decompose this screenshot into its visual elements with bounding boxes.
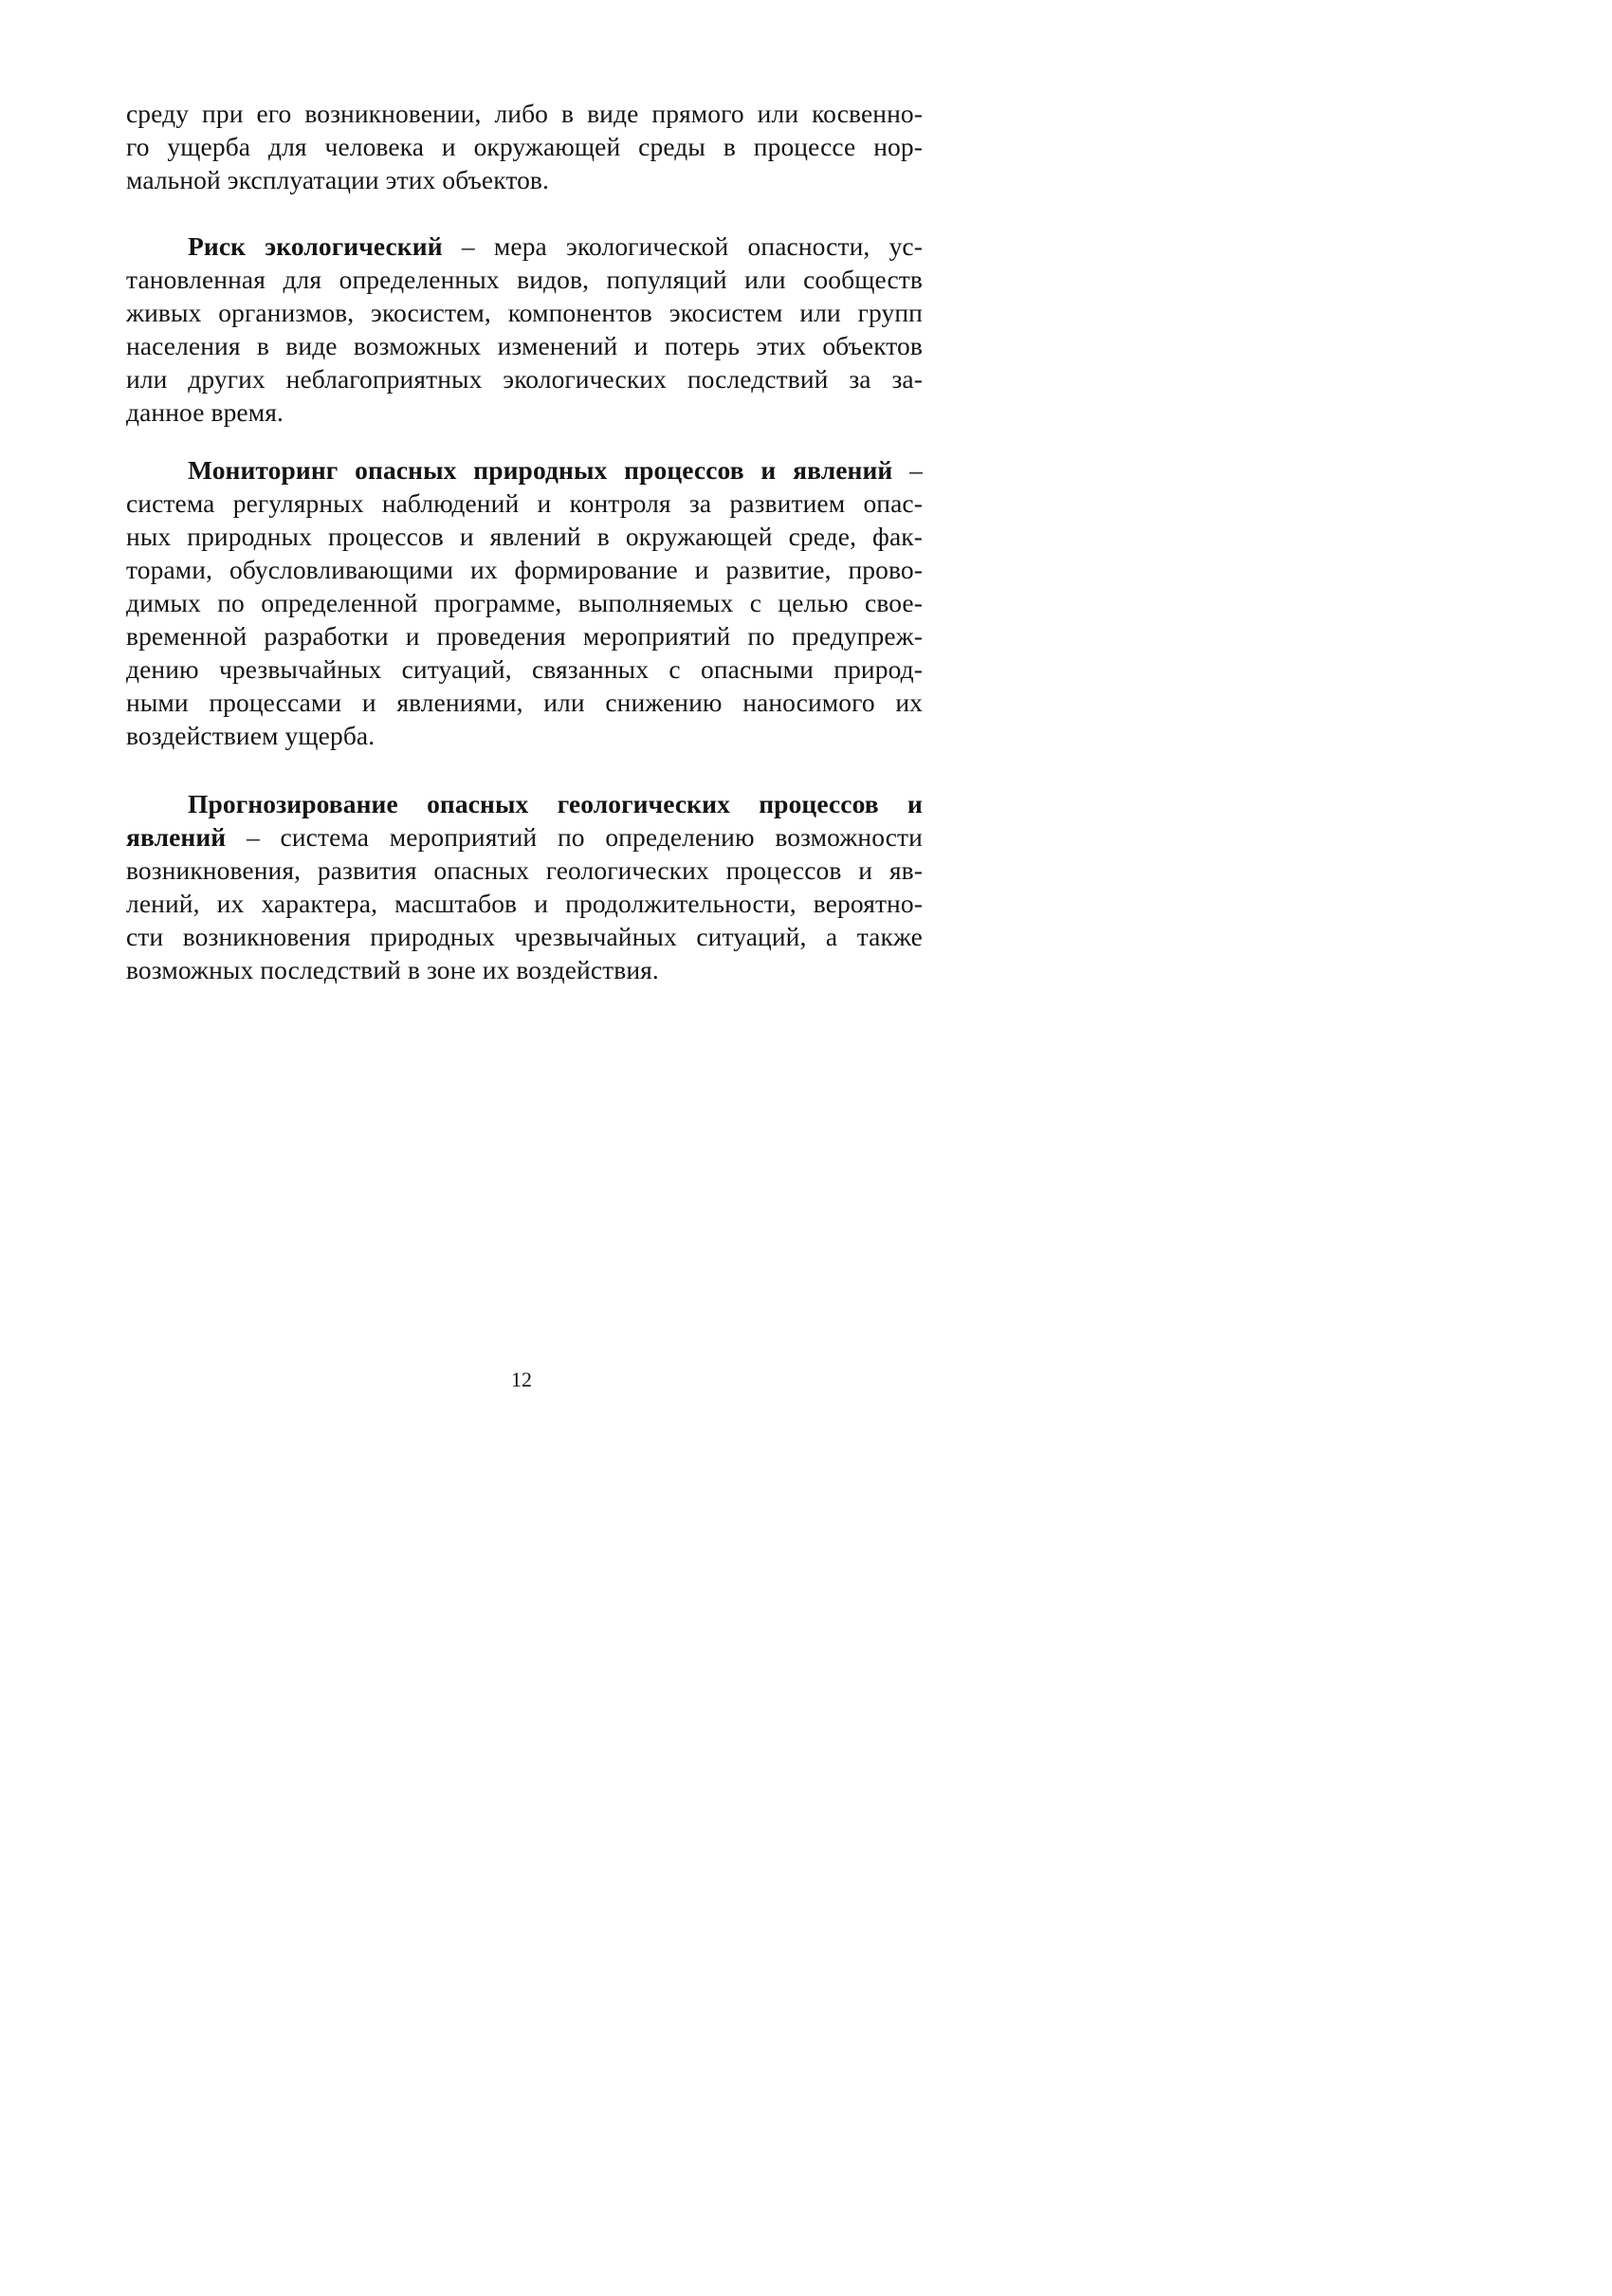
defined-term: явлений <box>126 822 227 852</box>
text-line: сти возникновения природных чрезвычайных ситуаций, а также <box>126 922 923 951</box>
text-line: ных природных процессов и явлений в окружающей среде, фак- <box>126 522 923 551</box>
definition-text: – <box>892 455 923 485</box>
text-line: временной разработки и проведения мероприятий по предупреж- <box>126 621 923 651</box>
text-line: ными процессами и явлениями, или снижению наносимого их <box>126 688 923 717</box>
text-line: торами, обусловливающими их формирование и развитие, прово- <box>126 555 923 584</box>
text-line: дению чрезвычайных ситуаций, связанных с опасными природ- <box>126 654 923 684</box>
text-line: населения в виде возможных изменений и потерь этих объектов <box>126 331 923 360</box>
text-line: мальной эксплуатации этих объектов. <box>126 165 549 194</box>
text-line: лений, их характера, масштабов и продолжительности, вероятно- <box>126 889 923 918</box>
page-number: 12 <box>511 1368 532 1391</box>
defined-term: Прогнозирование опасных геологических процессов и <box>188 789 923 818</box>
text-line <box>126 230 923 263</box>
text-line: возможных последствий в зоне их воздействия. <box>126 955 659 984</box>
defined-term: Риск экологический <box>188 231 443 261</box>
text-line <box>126 820 923 854</box>
text-line: тановленная для определенных видов, популяций или сообществ <box>126 265 923 294</box>
defined-term: Мониторинг опасных природных процессов и явлений <box>188 455 893 485</box>
definition-text: – система мероприятий по определению возможности <box>226 822 923 852</box>
paragraph-continuation <box>126 97 923 196</box>
text-line: среду при его возникновении, либо в виде прямого или косвенно- <box>126 99 923 128</box>
text-line: воздействием ущерба. <box>126 721 376 750</box>
text-line <box>126 453 923 487</box>
definition-monitoring <box>126 453 923 752</box>
text-line: димых по определенной программе, выполняемых с целью свое- <box>126 588 923 617</box>
text-line: система регулярных наблюдений и контроля за развитием опас- <box>126 488 923 518</box>
document-page <box>0 0 1043 1478</box>
text-line: живых организмов, экосистем, компонентов экосистем или групп <box>126 298 923 327</box>
definition-risk-ecological <box>126 230 923 429</box>
text-line: данное время. <box>126 397 284 427</box>
text-line: или других неблагоприятных экологических последствий за за- <box>126 364 923 394</box>
text-line: го ущерба для человека и окружающей среды в процессе нор- <box>126 132 923 161</box>
text-line: возникновения, развития опасных геологических процессов и яв- <box>126 855 923 885</box>
definition-forecasting <box>126 787 923 986</box>
definition-text: – мера экологической опасности, ус- <box>442 231 923 261</box>
